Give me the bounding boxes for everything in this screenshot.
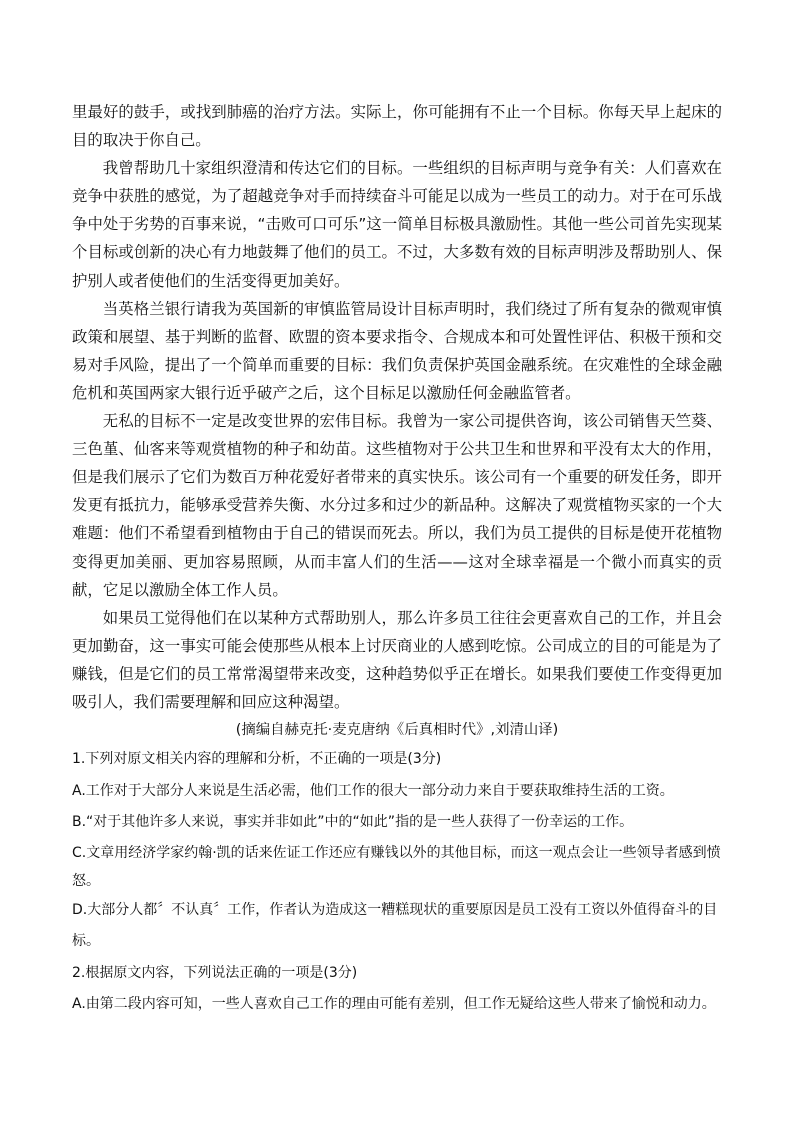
source-credit: (摘编自赫克托·麦克唐纳《后真相时代》,刘清山译) [235,722,559,739]
question-1-option-c: C.文章用经济学家约翰·凯的话来佐证工作还应有赚钱以外的其他目标，而这一观点会让一些领导者感到愤怒。 [72,844,721,889]
paragraph-purpose-statements: 我曾帮助几十家组织澄清和传达它们的目标。一些组织的目标声明与竞争有关：人们喜欢在竞争中获胜的感觉，为了超越竞争对手而持续奋斗可能足以成为一些员工的动力。对于在可乐战争中处于劣势的百事来说，“击败可口可乐”这一简单目标极具激励性。其他一些公司首先实现某个目标或创新的决心有力地鼓舞了他们的员工。不过，大多数有效的目标声明涉及帮助别人、保护别人或者使他们的生活变得更加美好。 [72,159,722,290]
document-page [72,98,722,1021]
question-2-stem: 2.根据原文内容，下列说法正确的一项是(3分) [72,964,358,981]
question-2-option-a: A.由第二段内容可知，一些人喜欢自己工作的理由可能有差别，但工作无疑给这些人带来了愉悦和动力。 [72,996,716,1013]
paragraph-helping-others: 如果员工觉得他们在以某种方式帮助别人，那么许多员工往往会更喜欢自己的工作，并且会更加勤奋，这一事实可能会使那些从根本上讨厌商业的人感到吃惊。公司成立的目的可能是为了赚钱，但是它们的员工常常渴望带来改变，这种趋势似乎正在增长。如果我们要使工作变得更加吸引人，我们需要理解和回应这种渴望。 [72,608,722,711]
paragraph-selfless-goals: 无私的目标不一定是改变世界的宏伟目标。我曾为一家公司提供咨询，该公司销售天竺葵、三色堇、仙客来等观赏植物的种子和幼苗。这些植物对于公共卫生和世界和平没有太大的作用，但是我们展示了它们为数百万种花爱好者带来的真实快乐。该公司有一个重要的研发任务，即开发更有抵抗力，能够承受营养失衡、水分过多和过少的新品种。这解决了观赏植物买家的一个大难题：他们不希望看到植物由于自己的错误而死去。所以，我们为员工提供的目标是使开花植物变得更加美丽、更加容易照顾，从而丰富人们的生活——这对全球幸福是一个微小而真实的贡献，它足以激励全体工作人员。 [72,412,722,599]
question-1-stem: 1.下列对原文相关内容的理解和分析，不正确的一项是(3分) [72,751,442,768]
paragraph-continuation: 里最好的鼓手，或找到肺癌的治疗方法。实际上，你可能拥有不止一个目标。你每天早上起床的目的取决于你自己。 [72,103,722,150]
paragraph-bank-of-england: 当英格兰银行请我为英国新的审慎监管局设计目标声明时，我们绕过了所有复杂的微观审慎政策和展望、基于判断的监督、欧盟的资本要求指令、合规成本和可处置性评估、积极干预和交易对手风险，提出了一个简单而重要的目标：我们负责保护英国金融系统。在灾难性的全球金融危机和英国两家大银行近乎破产之后，这个目标足以激励任何金融监管者。 [72,299,722,402]
question-1-option-d: D.大部分人都〞不认真〞工作，作者认为造成这一糟糕现状的重要原因是员工没有工资以外值得奋斗的目标。 [72,901,718,950]
question-1-option-a: A.工作对于大部分人来说是生活必需，他们工作的很大一部分动力来自于要获取维持生活的工资。 [72,782,674,799]
question-1-option-b: B.“对于其他许多人来说，事实并非如此”中的“如此”指的是一些人获得了一份幸运的工作。 [72,814,634,831]
